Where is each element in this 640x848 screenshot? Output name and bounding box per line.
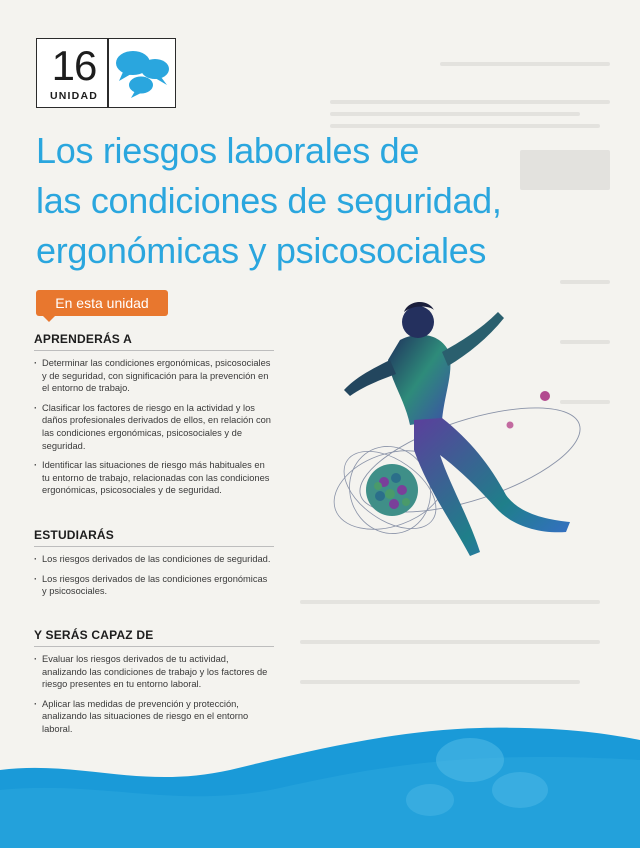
unit-title <box>36 126 616 276</box>
list-item: · Los riesgos derivados de las condiciones de seguridad. <box>34 553 274 566</box>
list-item: · Clasificar los factores de riesgo en la actividad y los daños profesionales derivados de ellos, en relación con las condiciones ergonómicas, psicosociales y de seguridad. <box>34 402 274 452</box>
list-item: · Aplicar las medidas de prevención y protección, analizando las situaciones de riesgo en el entorno laboral. <box>34 698 274 736</box>
list-item: · Los riesgos derivados de las condiciones ergonómicas y psicosociales. <box>34 573 274 598</box>
section-heading: APRENDERÁS A <box>34 332 274 351</box>
unit-label: UNIDAD <box>49 90 99 102</box>
speech-bubbles-icon <box>111 47 173 99</box>
tag-tail <box>42 315 56 322</box>
list-item: · Evaluar los riesgos derivados de tu actividad, analizando las condiciones de trabajo y los factores de riesgo presentes en tu entorno laboral. <box>34 653 274 691</box>
contents-list <box>34 553 274 598</box>
unit-divider <box>107 39 109 107</box>
list-item: · Identificar las situaciones de riesgo más habituales en tu entorno de trabajo, relacionadas con las condiciones ergonómicas, psicosociales y de seguridad. <box>34 459 274 497</box>
list-item: · Determinar las condiciones ergonómicas, psicosociales y de seguridad, con significación para la prevención en el entorno de trabajo. <box>34 357 274 395</box>
unit-box <box>36 38 176 108</box>
section-estudiaras <box>34 528 274 605</box>
floating-figure-illustration <box>330 290 600 570</box>
unit-number: 16 <box>51 42 97 89</box>
section-heading: Y SERÁS CAPAZ DE <box>34 628 274 647</box>
title-line-3: ergonómicas y psicosociales <box>36 230 487 271</box>
section-tag: En esta unidad <box>36 290 168 316</box>
section-aprenderas <box>34 332 274 504</box>
bottom-wave-decoration <box>0 700 640 848</box>
section-heading: ESTUDIARÁS <box>34 528 274 547</box>
title-line-2: las condiciones de seguridad, <box>36 180 502 221</box>
objectives-list <box>34 357 274 497</box>
title-line-1: Los riesgos laborales de <box>36 130 420 171</box>
